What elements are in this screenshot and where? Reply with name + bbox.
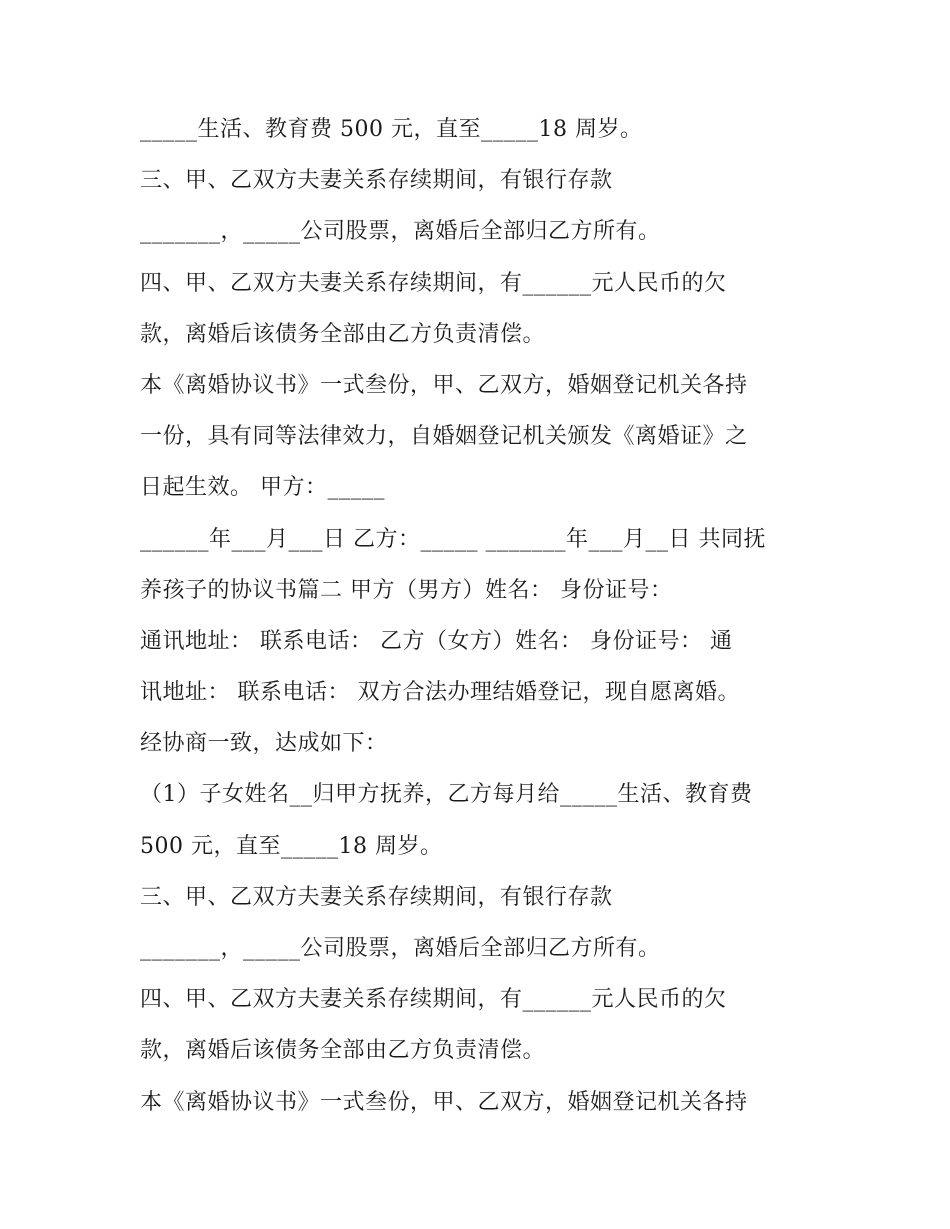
text-line: 款，离婚后该债务全部由乙方负责清偿。 [140, 321, 546, 347]
text-line: _______，_____公司股票，离婚后全部归乙方所有。 [140, 219, 661, 245]
text-line: 四、甲、乙双方夫妻关系存续期间，有______元人民币的欠 [140, 987, 727, 1013]
text-line: _______，_____公司股票，离婚后全部归乙方所有。 [140, 936, 661, 961]
text-line: 经协商一致，达成如下： [140, 731, 388, 757]
text-line: 通讯地址： 联系电话： 乙方（女方）姓名： 身份证号： 通 [140, 628, 733, 654]
text-line: 本《离婚协议书》一式叁份，甲、乙双方，婚姻登记机关各持 [140, 372, 748, 398]
text-line: 四、甲、乙双方夫妻关系存续期间，有______元人民币的欠 [140, 270, 727, 296]
text-line: 三、甲、乙双方夫妻关系存续期间，有银行存款 [140, 884, 613, 910]
text-line: 500 元，直至_____18 周岁。 [140, 833, 443, 859]
text-line: （1）子女姓名__归甲方抚养，乙方每月给_____生活、教育费 [140, 782, 753, 808]
text-line: _____生活、教育费 500 元，直至_____18 周岁。 [140, 117, 643, 142]
text-line: 讯地址： 联系电话： 双方合法办理结婚登记，现自愿离婚。 [140, 680, 740, 706]
text-line: 养孩子的协议书篇二 甲方（男方）姓名： 身份证号： [140, 577, 673, 603]
text-line: 日起生效。 甲方：_____ [140, 475, 385, 501]
text-line: ______年___月___日 乙方：_____ _______年___月__日 共同抚 [140, 526, 766, 552]
document-page [140, 104, 830, 1128]
text-line: 本《离婚协议书》一式叁份，甲、乙双方，婚姻登记机关各持 [140, 1089, 748, 1115]
text-line: 一份，具有同等法律效力，自婚姻登记机关颁发《离婚证》之 [140, 424, 748, 450]
text-line: 三、甲、乙双方夫妻关系存续期间，有银行存款 [140, 168, 613, 194]
text-line: 款，离婚后该债务全部由乙方负责清偿。 [140, 1038, 546, 1064]
